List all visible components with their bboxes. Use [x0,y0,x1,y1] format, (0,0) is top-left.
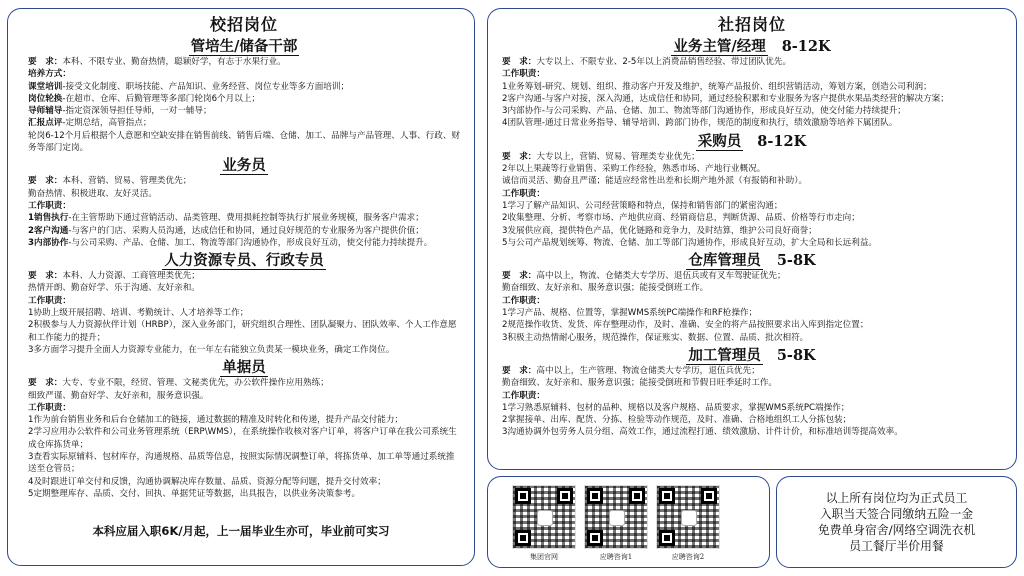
detail-text: 勤奋热情、积极进取、友好灵活。 [28,188,157,199]
job-detail-line [28,414,460,426]
social-job-list [502,38,1002,439]
job-detail-line [28,319,460,344]
job-detail-line [502,414,1002,426]
qr-label: 应聘咨询1 [599,553,633,561]
detail-label: 工作职责： [502,188,545,199]
job-detail-line [502,188,1002,200]
notice-line: 以上所有岗位均为正式员工 [825,491,968,505]
job-detail-line [28,200,460,212]
job-title-text: 加工管理员 [688,346,761,364]
detail-text: 4及时跟进订单交付和反馈，沟通协调解决库存数量、品质、资源分配等问题，提升交付效率； [28,476,386,487]
job-detail-line [502,163,1002,175]
job-detail-line [28,237,460,249]
job-detail-line [502,295,1002,307]
job-detail-line [28,93,460,105]
social-title: 社招岗位 [717,15,786,34]
detail-text: 本科、人力资源、工商管理类优先； [62,271,200,282]
benefits-notice-panel [776,476,1017,568]
job-title [502,347,1002,365]
detail-text: 2规范操作收货、发货、库存整理动作，及时、准确、安全的将产品按照要求出入库到指定位置； [502,320,869,331]
detail-label: 工作职责： [502,390,545,401]
detail-text: 大专、专业不限，经贸、管理、文秘类优先，办公软件操作应用熟练； [62,378,329,389]
campus-title: 校招岗位 [209,15,278,34]
detail-text: 3沟通协调外包劳务人员分组、高效工作，通过流程打通、绩效激励、计件计价，和标准培训等提高效率。 [502,427,903,438]
detail-text: 大专以上、不限专业、2-5年以上消费品销售经验、带过团队优先。 [536,57,792,67]
campus-job-list [28,38,460,500]
detail-text: 2掌握接单、出库、配货、分拣、检验等动作规范，及时、准确、合格地组织工人分拣包装； [502,415,852,426]
qr-item-website[interactable] [512,485,576,562]
job-title [28,252,460,270]
qr-label: 集团官网 [530,553,558,561]
job-title [28,157,460,175]
job-detail-line [502,117,1002,129]
job-detail-line [28,212,460,224]
job-detail-line [502,377,1002,389]
job-detail-line [502,307,1002,319]
job-salary: 8-12K [781,38,831,55]
job-detail-line [28,188,460,200]
job-detail-line [502,365,1002,377]
job-title-text: 业务员 [222,157,266,175]
job-detail-line [502,105,1002,117]
detail-label: 要 求： [28,271,63,282]
job-detail-line [502,319,1002,331]
job-detail-line [28,295,460,307]
detail-label: 3内部协作 [28,237,69,248]
notice-line: 入职当天签合同缴纳五险一金 [819,507,974,521]
qr-code-icon[interactable] [656,485,720,549]
job-detail-line [28,56,460,68]
detail-text: 勤奋细致、友好亲和、服务意识强；能接受倒班工作。 [502,283,709,294]
detail-text: 2年以上果蔬等行业销售、采购工作经验，熟悉市场、产地行业概况。 [502,164,766,175]
detail-text: 勤奋细致、友好亲和、服务意识强；能接受倒班和节假日旺季延时工作。 [502,378,778,389]
detail-text: -在主管帮助下通过营销活动、品类管理、费用损耗控制等执行扩展业务规模，服务客户需求； [68,213,424,224]
job-detail-line [28,117,460,129]
detail-text: 4团队管理-通过日常业务指导、辅导培训、跨部门协作，规范的制度和执行，绩效激励等培养下属团队。 [502,118,898,129]
detail-text: 本科、不限专业、勤奋热情，聪颖好学，有志于水果行业。 [62,57,286,67]
job-detail-line [502,390,1002,402]
detail-text: 5定期整理库存、品质、交付、回执、单据凭证等数据，出具报告，以供业务决策参考。 [28,488,361,499]
job-title-text: 人力资源专员、行政专员 [164,252,324,270]
detail-label: 导师辅导 [28,106,63,117]
job-title-text: 管培生/储备干部 [190,38,298,55]
detail-label: 要 求： [502,57,537,67]
detail-text: -指定资深领导担任导师，一对一辅导； [62,106,212,117]
detail-text: 3积极主动热情耐心服务，规范操作，保证账实、数据、位置、品质、批次相符。 [502,332,809,343]
qr-item-consult-1[interactable] [584,485,648,562]
detail-text: 细致严谨、勤奋好学、友好亲和，服务意识强。 [28,390,209,401]
detail-text: 1学习了解产品知识、公司经营策略和特点，保持和销售部门的紧密沟通； [502,200,783,211]
job-detail-line [28,130,460,155]
job-title-text: 仓库管理员 [688,252,761,270]
job-salary: 8-12K [757,132,807,150]
detail-text: 1学习熟悉原辅料、包材的品种、规格以及客户规格、品质要求，掌握WMS系统PC端操作； [502,402,850,413]
notice-line: 免费单身宿舍/网络空调洗衣机 [817,523,976,537]
detail-text: 2学习应用办公软件和公司业务管理系统（ERP\WMS），在系统操作收核对客户订单，将客户订单在我公司系统生成仓库拣货单； [28,427,457,450]
campus-recruitment-panel [7,8,475,566]
job-detail-line [28,68,460,80]
job-detail-line [28,451,460,476]
job-title [502,38,1002,56]
detail-label: 要 求： [502,271,537,282]
qr-code-icon[interactable] [512,485,576,549]
job-detail-line [502,56,1002,68]
detail-label: 培养方式： [28,69,71,80]
detail-label: 汇报点评 [28,118,63,129]
job-detail-line [28,488,460,500]
job-detail-line [28,105,460,117]
job-detail-line [28,402,460,414]
job-detail-line [28,307,460,319]
detail-text: 3发展供应商，提供特色产品，优化链路和竞争力，及时结算，维护公司良好商誉； [502,225,817,236]
job-title [28,38,460,56]
detail-text: 1学习产品、规格、位置等，掌握WMS系统PC端操作和RF枪操作； [502,308,758,319]
job-detail-line [28,377,460,389]
detail-text: 热情开朗、勤奋好学、乐于沟通、友好亲和。 [28,283,200,294]
job-detail-line [28,426,460,451]
job-detail-line [502,68,1002,80]
detail-label: 要 求： [28,378,63,389]
detail-text: 1业务筹划-研究、规划、组织、推动客户开发及维护，统筹产品报价、组织营销活动，筹划方案，创造公司利润； [502,81,932,92]
benefits-notice [818,490,975,554]
job-detail-line [28,282,460,294]
job-detail-line [28,175,460,187]
qr-item-consult-2[interactable] [656,485,720,562]
detail-text: 1作为前台销售业务和后台仓储加工的链接，通过数据的精准及时转化和传递，提升产品交付能力； [28,415,404,426]
detail-text: 大专以上，营销、贸易、管理类专业优先； [536,151,700,162]
campus-footer-note: 本科应届入职6K/月起，上一届毕业生亦可，毕业前可实习 [92,524,390,538]
job-detail-line [502,282,1002,294]
detail-label: 要 求： [28,57,63,67]
job-salary: 5-8K [776,346,816,364]
detail-label: 1销售执行 [28,213,69,224]
detail-text: 2客户沟通-与客户对接，深入沟通，达成信任和协同，通过经验积累和专业服务为客户提供水果品类经营的解决方案； [502,93,949,104]
job-detail-line [502,93,1002,105]
job-detail-line [502,225,1002,237]
detail-text: -定期总结，高管指点； [62,118,152,129]
detail-text: 轮岗6-12个月后根据个人意愿和空缺安排在销售前线、销售后端、仓储、加工、品牌与产品管理、人事、行政、财务等部门定岗。 [28,130,460,154]
detail-text: -与客户的门店、采购人员沟通，达成信任和协同，通过良好规范的专业服务为客户提供价值； [68,225,424,236]
job-title-text: 业务主管/经理 [673,38,766,55]
job-detail-line [502,175,1002,187]
detail-text: -与公司采购、产品、仓储、加工、物流等部门沟通协作，形成良好互动，使交付能力持续提升。 [68,237,433,248]
job-detail-line [28,270,460,282]
qr-code-panel [487,476,770,568]
detail-text: 2积极参与人力资源伙伴计划（HRBP），深入业务部门，研究组织合理性、团队凝聚力、团队效率、个人工作意愿和工作能力的提升； [28,320,457,343]
job-title [502,133,1002,151]
job-detail-line [28,81,460,93]
job-detail-line [28,476,460,488]
job-detail-line [502,151,1002,163]
detail-text: 本科、营销、贸易、管理类优先； [62,176,192,187]
detail-text: 3内部协作-与公司采购、产品、仓储、加工、物流等部门沟通协作，形成良好互动，使交付能力持续提升； [502,106,906,117]
social-recruitment-panel [487,8,1017,470]
job-detail-line [502,212,1002,224]
qr-code-row [512,485,720,562]
detail-label: 工作职责： [28,200,71,211]
qr-label: 应聘咨询2 [671,553,705,561]
detail-label: 课堂培训 [28,81,63,92]
detail-label: 工作职责： [502,295,545,306]
job-detail-line [28,390,460,402]
detail-label: 工作职责： [28,295,71,306]
job-title [502,252,1002,270]
detail-text: 1协助上级开展招聘、培训、考勤统计、人才培养等工作； [28,308,249,319]
detail-label: 2客户沟通 [28,225,69,236]
detail-text: 高中以上，生产管理、物流仓储类大专学历，退伍兵优先； [536,365,760,376]
job-salary: 5-8K [776,252,816,270]
job-title-text: 采购员 [697,132,742,150]
job-detail-line [502,270,1002,282]
detail-text: -在超市、仓库、后勤管理等多部门轮岗6个月以上； [62,93,261,104]
detail-text: 2收集整理、分析、考察市场、产地供应商、经销商信息，判断货源、品质、价格等行市走向； [502,213,860,224]
detail-text: 高中以上，物流、仓储类大专学历、退伍兵或有叉车驾驶证优先； [536,271,786,282]
detail-text: 3查看实际原辅料、包材库存，沟通规格、品质等信息，按照实际情况调整订单，将拣货单、加工单等通过系统推送至仓管员； [28,452,455,475]
detail-label: 工作职责： [502,69,545,80]
job-detail-line [502,200,1002,212]
job-detail-line [502,402,1002,414]
job-detail-line [502,332,1002,344]
detail-text: -接受文化制度、职场技能、产品知识、业务经营、岗位专业等多方面培训； [62,81,350,92]
detail-text: 3多方面学习提升全面人力资源专业能力，在一年左右能独立负责某一模块业务，确定工作岗位。 [28,344,395,355]
job-detail-line [502,426,1002,438]
job-detail-line [502,81,1002,93]
job-detail-line [28,225,460,237]
detail-text: 5与公司产品规划统筹、物流、仓储、加工等部门沟通协作，形成良好互动，扩大全局和长远利益。 [502,237,878,248]
job-detail-line [28,344,460,356]
notice-line: 员工餐厅半价用餐 [849,539,944,553]
detail-text: 诚信而灵活、勤奋且严谨；能适应经常性出差和长期产地外派（有报销和补助）。 [502,176,808,187]
detail-label: 工作职责： [28,402,71,413]
job-detail-line [502,237,1002,249]
detail-label: 要 求： [502,365,537,376]
qr-code-icon[interactable] [584,485,648,549]
detail-label: 要 求： [502,151,537,162]
job-title-text: 单据员 [222,359,266,377]
detail-label: 岗位轮换 [28,93,63,104]
detail-label: 要 求： [28,176,63,187]
job-title [28,359,460,377]
